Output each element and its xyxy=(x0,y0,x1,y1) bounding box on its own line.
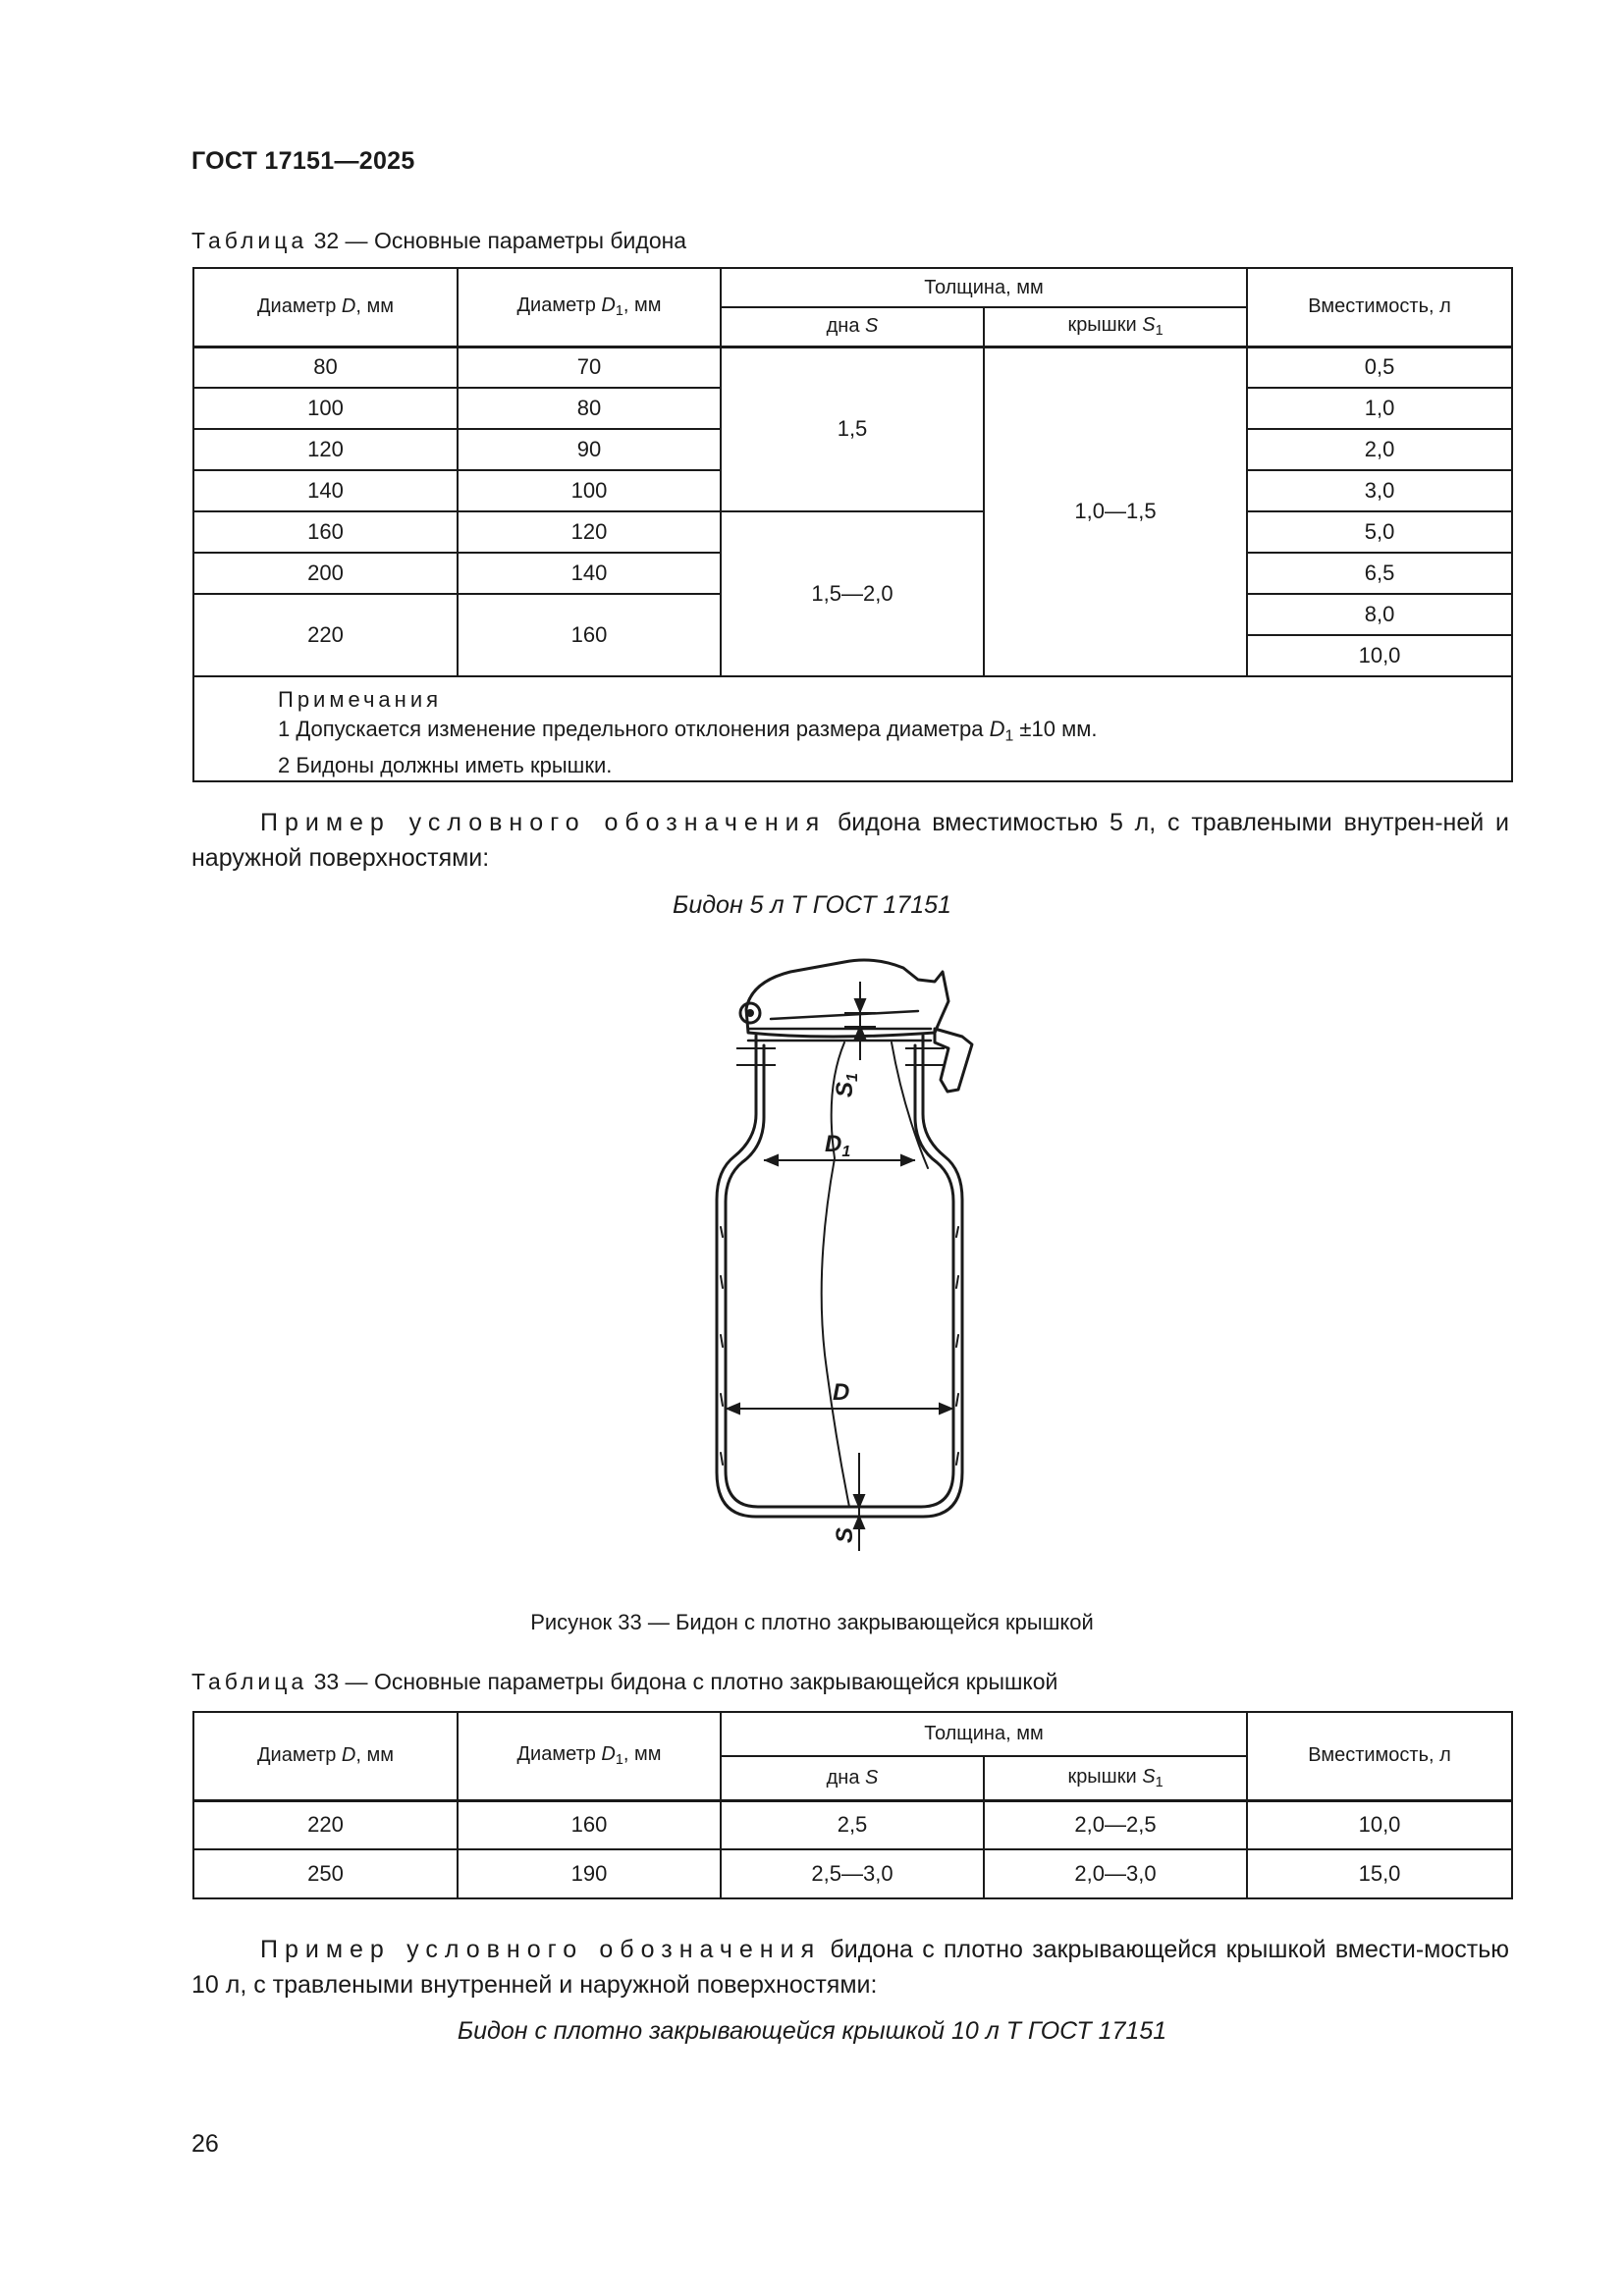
cell-d: 100 xyxy=(193,388,458,429)
cell-capacity: 2,0 xyxy=(1247,429,1512,470)
header-thickness: Толщина, мм xyxy=(721,1712,1247,1756)
cell-capacity: 10,0 xyxy=(1247,1800,1512,1849)
label-d: D xyxy=(833,1379,850,1406)
cell-lid: 2,0—2,5 xyxy=(984,1800,1247,1849)
header-capacity: Вместимость, л xyxy=(1247,1712,1512,1800)
table-32-caption xyxy=(191,228,686,254)
header-diameter-d1: Диаметр $D_1$, мм xyxy=(458,1712,721,1800)
table-32 xyxy=(192,267,1513,782)
cell-d1: 80 xyxy=(458,388,721,429)
note-2: 2 Бидоны должны иметь крышки. xyxy=(278,753,613,778)
table-row xyxy=(193,347,1512,388)
section-break-line xyxy=(822,1042,849,1507)
header-lid-thickness: крышки $S_1$ xyxy=(984,307,1247,347)
note-1: 1 Допускается изменение предельного отклонения размера диаметра $D_1 \pm 10$ мм. xyxy=(278,717,1098,745)
document-header: ГОСТ 17151—2025 xyxy=(191,147,415,175)
header-diameter-d: Диаметр D, мм xyxy=(193,1712,458,1800)
cell-d1: 90 xyxy=(458,429,721,470)
table-32-caption-text: 32 — Основные параметры бидона xyxy=(307,228,687,253)
table-notes-row xyxy=(193,676,1512,781)
cell-d1: 100 xyxy=(458,470,721,511)
label-d1: $D_1$ xyxy=(825,1131,851,1160)
page-number: 26 xyxy=(191,2130,219,2158)
designation-example-paragraph-1 xyxy=(191,805,1509,876)
cell-bottom: 2,5 xyxy=(721,1800,984,1849)
table-32-caption-word: Таблица xyxy=(191,228,308,253)
table-row xyxy=(193,511,1512,553)
cell-d1: 70 xyxy=(458,347,721,388)
table-notes xyxy=(193,676,1512,781)
header-bottom-thickness: дна S xyxy=(721,307,984,347)
cell-d: 80 xyxy=(193,347,458,388)
cell-capacity: 1,0 xyxy=(1247,388,1512,429)
cell-d: 250 xyxy=(193,1849,458,1898)
cell-bottom: 2,5—3,0 xyxy=(721,1849,984,1898)
table-row xyxy=(193,1849,1512,1898)
cell-capacity: 8,0 xyxy=(1247,594,1512,635)
cell-capacity: 10,0 xyxy=(1247,635,1512,676)
table-row xyxy=(193,1800,1512,1849)
designation-example-1: Бидон 5 л Т ГОСТ 17151 xyxy=(673,891,951,919)
clamp-lever xyxy=(935,1029,972,1092)
cell-bottom-group-1: 1,5 xyxy=(721,347,984,511)
cell-d: 160 xyxy=(193,511,458,553)
header-diameter-d: Диаметр D, мм xyxy=(193,268,458,347)
header-lid-thickness: крышки $S_1$ xyxy=(984,1756,1247,1800)
header-diameter-d1: Диаметр $D_1$, мм xyxy=(458,268,721,347)
paragraph-lead: Пример условного обозначения xyxy=(260,809,827,836)
lid-contour xyxy=(746,960,948,1037)
cell-d: 220 xyxy=(193,594,458,676)
table-33-caption-word: Таблица xyxy=(191,1669,308,1694)
cell-d1: 160 xyxy=(458,1800,721,1849)
paragraph-lead: Пример условного обозначения xyxy=(260,1936,822,1963)
cell-lid-all: 1,0—1,5 xyxy=(984,347,1247,676)
designation-example-paragraph-2 xyxy=(191,1932,1509,2002)
cell-capacity: 5,0 xyxy=(1247,511,1512,553)
notes-title: Примечания xyxy=(278,687,443,712)
cell-d: 140 xyxy=(193,470,458,511)
cell-d1: 160 xyxy=(458,594,721,676)
cell-capacity: 15,0 xyxy=(1247,1849,1512,1898)
cell-d1: 190 xyxy=(458,1849,721,1898)
cell-d1: 120 xyxy=(458,511,721,553)
can-inner-contour xyxy=(726,1045,953,1507)
table-33-caption-text: 33 — Основные параметры бидона с плотно закрывающейся крышкой xyxy=(307,1669,1058,1694)
figure-33-caption: Рисунок 33 — Бидон с плотно закрывающейся крышкой xyxy=(530,1610,1094,1634)
label-s: S xyxy=(832,1526,858,1543)
cell-d1: 140 xyxy=(458,553,721,594)
table-33-caption xyxy=(191,1669,1057,1695)
can-outer-contour xyxy=(717,1036,962,1517)
milk-can-figure xyxy=(677,942,1031,1571)
table-33 xyxy=(192,1711,1513,1899)
paragraph-text: бидона вместимостью 5 л, с травлеными внутрен-ней и наружной поверхностями: xyxy=(191,809,1510,872)
header-thickness: Толщина, мм xyxy=(721,268,1247,307)
header-bottom-thickness: дна S xyxy=(721,1756,984,1800)
cell-d: 220 xyxy=(193,1800,458,1849)
cell-lid: 2,0—3,0 xyxy=(984,1849,1247,1898)
designation-example-2: Бидон с плотно закрывающейся крышкой 10 л Т ГОСТ 17151 xyxy=(457,2017,1167,2045)
header-capacity: Вместимость, л xyxy=(1247,268,1512,347)
cell-d: 200 xyxy=(193,553,458,594)
cell-capacity: 3,0 xyxy=(1247,470,1512,511)
cell-d: 120 xyxy=(193,429,458,470)
cell-capacity: 6,5 xyxy=(1247,553,1512,594)
paragraph-text: бидона с плотно закрывающейся крышкой вмести-мостью 10 л, с травлеными внутренней и наружной поверхностями: xyxy=(191,1936,1509,1999)
cell-capacity: 0,5 xyxy=(1247,347,1512,388)
label-s1: $S_1$ xyxy=(832,1073,861,1097)
cell-bottom-group-2: 1,5—2,0 xyxy=(721,511,984,676)
